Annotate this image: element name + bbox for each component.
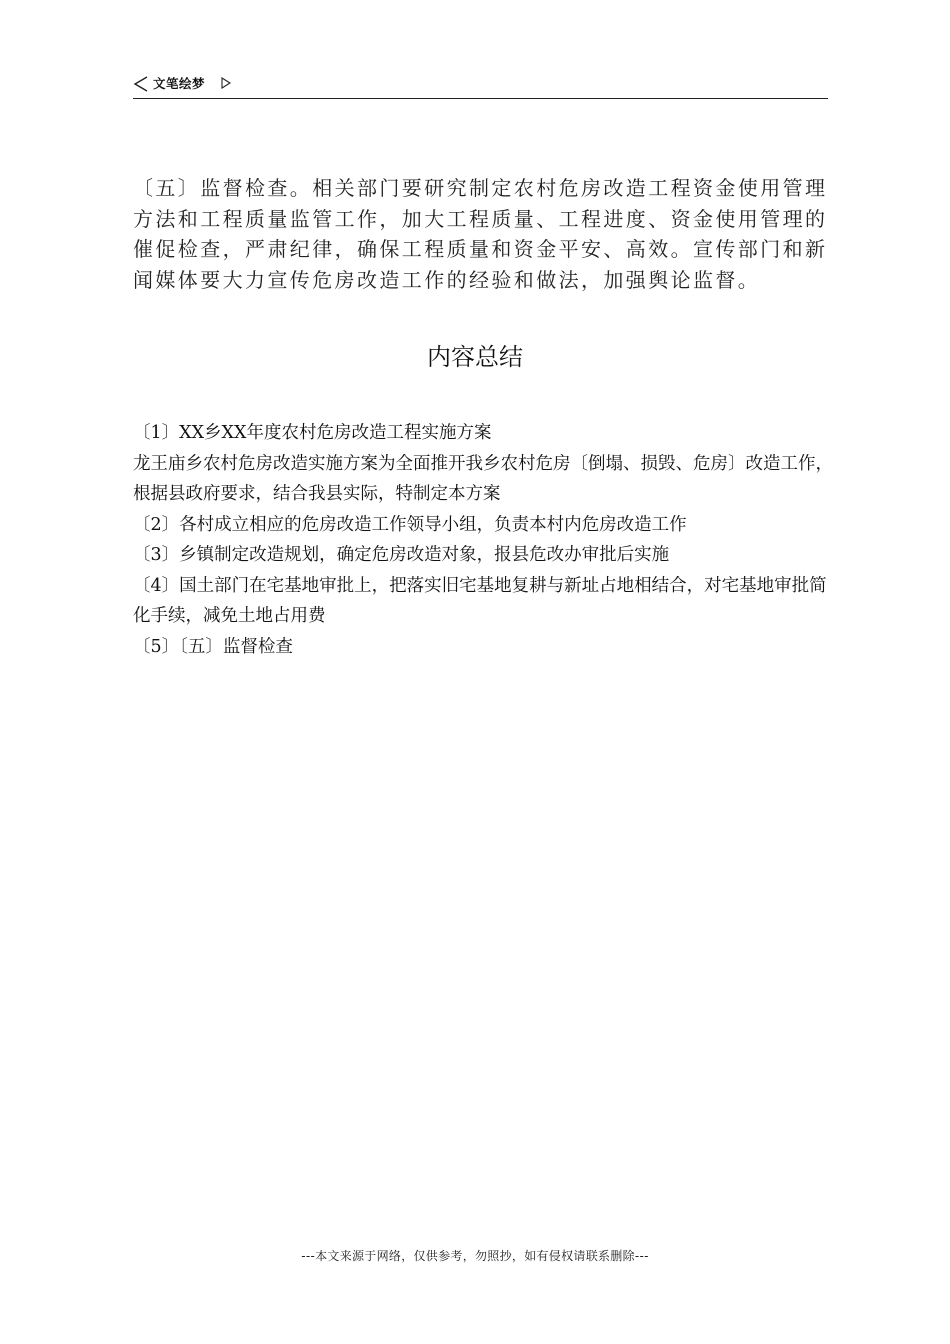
header-title: 文笔绘梦 [153,76,206,91]
summary-item-2: 〔2〕各村成立相应的危房改造工作领导小组，负责本村内危房改造工作 [133,514,687,535]
summary-item-4: 〔4〕国土部门在宅基地审批上，把落实旧宅基地复耕与新址占地相结合，对宅基地审批简化手续，减免土地占用费 [133,575,827,626]
summary-item-5: 〔5〕〔五〕监督检查 [133,636,293,657]
summary-item-1-detail: 龙王庙乡农村危房改造实施方案为全面推开我乡农村危房〔倒塌、损毁、危房〕改造工作，根据县政府要求，结合我县实际，特制定本方案 [133,453,833,504]
left-triangle-icon [133,76,149,92]
page-header [133,74,828,99]
summary-item-1: 〔1〕XX乡XX年度农村危房改造工程实施方案 [133,423,492,443]
summary-title: 内容总结 [427,343,523,371]
right-triangle-icon [221,77,231,89]
summary-item-3: 〔3〕乡镇制定改造规划，确定危房改造对象，报县危改办审批后实施 [133,545,670,565]
section-five-paragraph: 〔五〕监督检查。相关部门要研究制定农村危房改造工程资金使用管理方法和工程质量监管工作，加大工程质量、工程进度、资金使用管理的催促检查，严肃纪律，确保工程质量和资金平安、高效。宣传部门和新闻媒体要大力宣传危房改造工作的经验和做法，加强舆论监督。 [133,176,828,292]
footer-disclaimer: ---本文来源于网络，仅供参考，勿照抄，如有侵权请联系删除--- [301,1249,649,1263]
summary-list [133,418,833,662]
